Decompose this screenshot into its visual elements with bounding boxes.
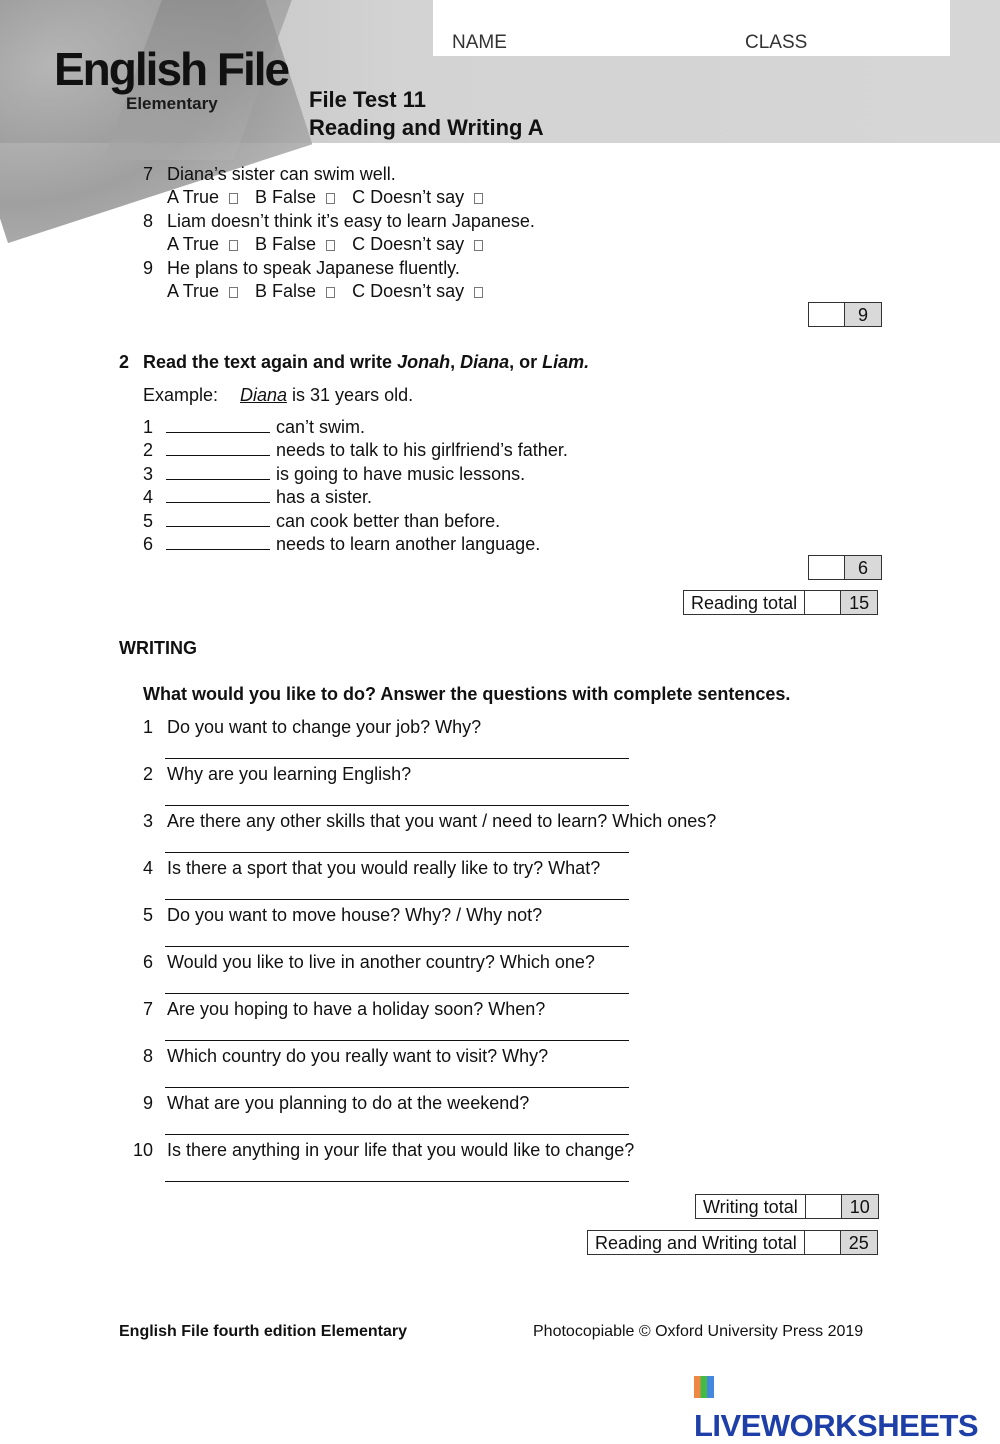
question-number: 9 — [143, 1093, 154, 1113]
answer-blank[interactable] — [166, 511, 270, 527]
item-number: 6 — [143, 534, 154, 554]
footer-copyright: Photocopiable © Oxford University Press 2019 — [533, 1323, 864, 1340]
option-c-label: C Doesn’t say — [352, 234, 465, 254]
answer-blank[interactable] — [166, 534, 270, 550]
score-input[interactable] — [809, 556, 845, 579]
score-max: 6 — [845, 556, 881, 579]
writing-total-label: Writing total — [696, 1195, 806, 1218]
answer-line[interactable] — [165, 805, 629, 806]
option-a-checkbox[interactable] — [229, 240, 238, 251]
option-c-checkbox[interactable] — [474, 193, 483, 204]
answer-blank[interactable] — [166, 417, 270, 433]
fill-item — [166, 463, 525, 485]
item-number: 1 — [143, 417, 154, 437]
option-c-label: C Doesn’t say — [352, 281, 465, 301]
score-input[interactable] — [805, 1231, 841, 1254]
score-max: 25 — [841, 1231, 877, 1254]
test-title-line1: File Test 11 — [309, 87, 426, 112]
answer-line[interactable] — [165, 852, 629, 853]
example-sentence — [240, 384, 413, 406]
option-c-label: C Doesn’t say — [352, 187, 465, 207]
name-option: Liam. — [542, 352, 590, 372]
answer-line[interactable] — [165, 1040, 629, 1041]
writing-instruction: What would you like to do? Answer the questions with complete sentences. — [143, 684, 791, 704]
question-number: 8 — [143, 211, 154, 231]
question-text: Why are you learning English? — [167, 764, 412, 784]
question-number: 7 — [143, 999, 154, 1019]
question-text: Do you want to change your job? Why? — [167, 717, 482, 737]
liveworksheets-logo — [694, 1372, 1000, 1444]
answer-line[interactable] — [165, 899, 629, 900]
option-b-checkbox[interactable] — [326, 240, 335, 251]
writing-heading: WRITING — [119, 638, 197, 658]
question-text: Liam doesn’t think it’s easy to learn Japanese. — [167, 211, 535, 231]
class-label: CLASS — [745, 32, 808, 53]
question-number: 10 — [133, 1140, 154, 1160]
answer-line[interactable] — [165, 1134, 629, 1135]
question-number: 8 — [143, 1046, 154, 1066]
score-input[interactable] — [805, 591, 841, 614]
question-text: Diana’s sister can swim well. — [167, 164, 396, 184]
item-number: 3 — [143, 464, 154, 484]
reading-total-label: Reading total — [684, 591, 805, 614]
item-text: needs to learn another language. — [276, 534, 541, 554]
example-text: is 31 years old. — [287, 385, 414, 405]
question-number: 7 — [143, 164, 154, 184]
question-number: 4 — [143, 858, 154, 878]
option-b-label: B False — [255, 234, 317, 254]
item-number: 5 — [143, 511, 154, 531]
score-input[interactable] — [809, 303, 845, 326]
item-number: 4 — [143, 487, 154, 507]
question-text: Are there any other skills that you want / need to learn? Which ones? — [167, 811, 717, 831]
question-text: Do you want to move house? Why? / Why not? — [167, 905, 543, 925]
logo-subtitle: Elementary — [126, 94, 218, 113]
answer-line[interactable] — [165, 758, 629, 759]
fill-item — [166, 439, 568, 461]
question-number: 1 — [143, 717, 154, 737]
example-answer: Diana — [240, 385, 288, 405]
answer-options — [167, 280, 495, 302]
question-text: Is there a sport that you would really like to try? What? — [167, 858, 601, 878]
option-a-label: A True — [167, 281, 220, 301]
fill-item — [166, 510, 500, 532]
answer-blank[interactable] — [166, 464, 270, 480]
question-number: 6 — [143, 952, 154, 972]
question-number: 3 — [143, 811, 154, 831]
question-number: 9 — [143, 258, 154, 278]
option-a-checkbox[interactable] — [229, 193, 238, 204]
section1-score-box — [808, 302, 882, 327]
name-option: Jonah — [397, 352, 451, 372]
separator: , or — [509, 352, 543, 372]
question-text: What are you planning to do at the weekend? — [167, 1093, 530, 1113]
page-header — [0, 0, 1000, 143]
brand-text: LIVEWORKSHEETS — [694, 1408, 979, 1443]
section-instruction — [143, 351, 589, 373]
question-number: 2 — [143, 764, 154, 784]
score-input[interactable] — [806, 1195, 842, 1218]
score-max: 15 — [841, 591, 877, 614]
item-text: can’t swim. — [276, 417, 366, 437]
option-a-label: A True — [167, 234, 220, 254]
instruction-text: Read the text again and write — [143, 352, 398, 372]
fill-item — [166, 486, 372, 508]
name-option: Diana — [460, 352, 510, 372]
test-title-line2: Reading and Writing A — [309, 115, 544, 140]
section-number: 2 — [119, 352, 130, 372]
answer-options — [167, 186, 495, 208]
question-text: Is there anything in your life that you would like to change? — [167, 1140, 635, 1160]
item-text: is going to have music lessons. — [276, 464, 526, 484]
footer-edition: English File fourth edition Elementary — [119, 1323, 408, 1340]
reading-writing-total-box — [587, 1230, 878, 1255]
logo: English File — [54, 43, 289, 95]
answer-options — [167, 233, 495, 255]
separator: , — [450, 352, 461, 372]
item-text: has a sister. — [276, 487, 373, 507]
item-text: can cook better than before. — [276, 511, 501, 531]
option-b-label: B False — [255, 281, 317, 301]
score-max: 9 — [845, 303, 881, 326]
reading-writing-total-label: Reading and Writing total — [588, 1231, 805, 1254]
test-title — [309, 86, 544, 142]
option-b-label: B False — [255, 187, 317, 207]
question-text: He plans to speak Japanese fluently. — [167, 258, 460, 278]
answer-line[interactable] — [165, 1181, 629, 1182]
question-text: Which country do you really want to visit? Why? — [167, 1046, 549, 1066]
option-b-checkbox[interactable] — [326, 287, 335, 298]
option-b-checkbox[interactable] — [326, 193, 335, 204]
answer-line[interactable] — [165, 1087, 629, 1088]
item-number: 2 — [143, 440, 154, 460]
option-a-label: A True — [167, 187, 220, 207]
fill-item — [166, 416, 365, 438]
writing-total-box — [695, 1194, 879, 1219]
question-number: 5 — [143, 905, 154, 925]
option-c-checkbox[interactable] — [474, 287, 483, 298]
answer-line[interactable] — [165, 946, 629, 947]
item-text: needs to talk to his girlfriend’s father. — [276, 440, 568, 460]
name-class-box — [433, 0, 950, 56]
fill-item — [166, 533, 540, 555]
score-max: 10 — [842, 1195, 878, 1218]
option-a-checkbox[interactable] — [229, 287, 238, 298]
example-label: Example: — [143, 385, 219, 405]
answer-blank[interactable] — [166, 487, 270, 503]
name-label: NAME — [452, 32, 507, 53]
section2-score-box — [808, 555, 882, 580]
answer-blank[interactable] — [166, 440, 270, 456]
question-text: Are you hoping to have a holiday soon? When? — [167, 999, 546, 1019]
option-c-checkbox[interactable] — [474, 240, 483, 251]
question-text: Would you like to live in another country? Which one? — [167, 952, 595, 972]
reading-total-box — [683, 590, 878, 615]
answer-line[interactable] — [165, 993, 629, 994]
